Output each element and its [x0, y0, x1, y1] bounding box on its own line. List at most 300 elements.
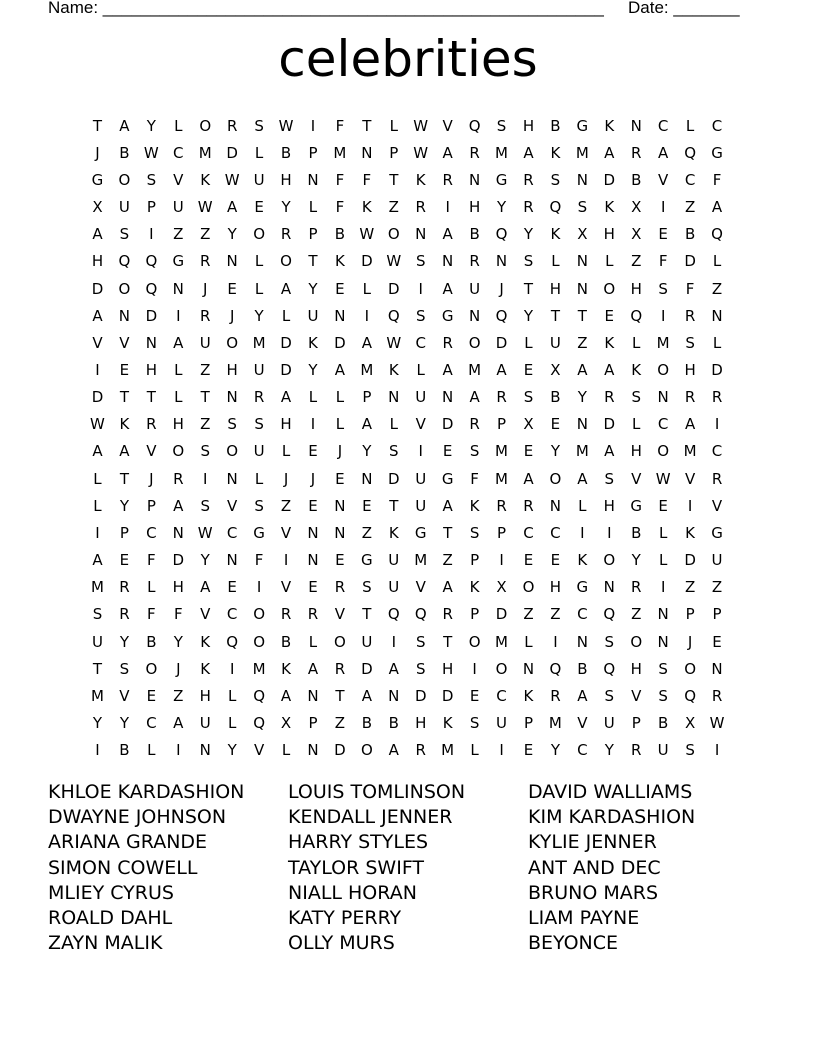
grid-letter: D	[172, 551, 185, 570]
grid-letter: D	[603, 415, 616, 434]
grid-letter: N	[415, 225, 427, 244]
grid-letter: H	[603, 225, 615, 244]
word-list-item: ROALD DAHL	[48, 907, 173, 930]
grid-letter: L	[147, 741, 156, 760]
grid-letter: L	[578, 496, 587, 515]
grid-letter: M	[333, 143, 347, 162]
grid-letter: Y	[550, 741, 560, 760]
grid-letter: K	[604, 116, 615, 135]
grid-letter: Z	[200, 225, 211, 244]
grid-letter: A	[92, 551, 103, 570]
grid-letter: I	[95, 523, 100, 542]
grid-letter: E	[550, 415, 561, 434]
grid-letter: H	[280, 415, 292, 434]
grid-letter: M	[198, 143, 212, 162]
grid-letter: S	[496, 116, 507, 135]
grid-letter: Y	[604, 741, 614, 760]
grid-letter: G	[172, 252, 185, 271]
grid-letter: A	[523, 143, 534, 162]
grid-letter: K	[550, 143, 561, 162]
grid-letter: I	[660, 306, 666, 325]
grid-letter: M	[575, 143, 589, 162]
grid-letter: B	[631, 523, 642, 542]
word-list-item: LOUIS TOMLINSON	[288, 780, 466, 803]
grid-letter: S	[200, 496, 210, 515]
grid-letter: A	[280, 686, 292, 705]
grid-letter: Q	[711, 225, 723, 244]
grid-letter: N	[226, 469, 238, 488]
grid-letter: F	[147, 551, 156, 570]
grid-letter: U	[603, 714, 615, 733]
grid-letter: E	[119, 551, 130, 570]
grid-letter: E	[308, 496, 318, 515]
grid-letter: Y	[227, 225, 237, 244]
grid-letter: O	[118, 170, 131, 189]
grid-letter: K	[281, 659, 291, 678]
grid-letter: H	[91, 252, 104, 271]
grid-letter: Z	[684, 578, 696, 597]
grid-letter: E	[712, 632, 722, 651]
grid-letter: K	[604, 198, 615, 217]
grid-letter: Q	[684, 143, 696, 162]
grid-letter: S	[415, 252, 426, 271]
grid-letter: R	[119, 605, 130, 624]
grid-letter: U	[549, 333, 561, 352]
grid-letter: M	[252, 659, 266, 678]
grid-letter: C	[523, 523, 534, 542]
grid-letter: Z	[334, 714, 346, 733]
grid-letter: G	[495, 170, 508, 189]
word-list-item: KIM KARDASHION	[528, 805, 696, 828]
grid-letter: B	[684, 225, 696, 244]
grid-letter: N	[226, 252, 238, 271]
grid-letter: M	[683, 442, 697, 461]
grid-letter: L	[712, 333, 722, 352]
grid-letter: S	[146, 170, 157, 189]
grid-letter: E	[658, 496, 668, 515]
grid-letter: V	[119, 686, 130, 705]
grid-letter: Q	[468, 116, 481, 135]
grid-letter: Q	[549, 659, 562, 678]
grid-letter: A	[119, 442, 130, 461]
grid-letter: R	[307, 605, 319, 624]
word-list-item: HARRY STYLES	[288, 831, 429, 854]
grid-letter: Z	[442, 551, 453, 570]
grid-letter: O	[253, 632, 265, 651]
grid-letter: F	[254, 551, 264, 570]
word-list-item: DAVID WALLIAMS	[528, 780, 693, 803]
grid-letter: W	[197, 523, 213, 542]
grid-letter: U	[711, 551, 723, 570]
grid-letter: O	[172, 442, 185, 461]
grid-letter: R	[442, 333, 453, 352]
grid-letter: Y	[523, 225, 534, 244]
grid-letter: B	[361, 714, 372, 733]
grid-letter: B	[280, 632, 292, 651]
grid-letter: U	[253, 170, 265, 189]
grid-letter: Y	[92, 714, 103, 733]
grid-letter: A	[334, 360, 346, 379]
word-list-item: ZAYN MALIK	[48, 932, 163, 955]
grid-letter: I	[660, 578, 666, 597]
grid-letter: N	[495, 252, 508, 271]
grid-letter: H	[442, 659, 454, 678]
grid-letter: Y	[119, 496, 129, 515]
grid-letter: R	[442, 605, 453, 624]
grid-letter: D	[414, 686, 427, 705]
grid-letter: M	[414, 551, 428, 570]
grid-letter: N	[576, 279, 588, 298]
grid-letter: Q	[630, 306, 643, 325]
grid-letter: X	[496, 578, 507, 597]
grid-letter: R	[334, 659, 346, 678]
grid-letter: I	[391, 632, 396, 651]
grid-letter: C	[146, 714, 157, 733]
grid-letter: A	[361, 686, 372, 705]
grid-letter: Z	[173, 225, 184, 244]
grid-letter: P	[119, 523, 129, 542]
grid-letter: R	[469, 415, 480, 434]
grid-letter: I	[310, 415, 316, 434]
grid-letter: S	[254, 415, 264, 434]
word-list-item: TAYLOR SWIFT	[288, 856, 425, 879]
grid-letter: C	[173, 143, 184, 162]
grid-letter: E	[254, 198, 264, 217]
grid-letter: Z	[200, 415, 211, 434]
grid-letter: T	[92, 116, 103, 135]
grid-letter: V	[684, 469, 696, 488]
grid-letter: W	[197, 198, 213, 217]
grid-letter: I	[149, 225, 154, 244]
grid-letter: V	[280, 578, 292, 597]
grid-letter: P	[146, 198, 156, 217]
grid-letter: V	[280, 523, 292, 542]
grid-letter: K	[308, 333, 318, 352]
grid-letter: I	[445, 198, 450, 217]
grid-letter: D	[684, 551, 696, 570]
grid-letter: A	[684, 415, 696, 434]
grid-letter: E	[442, 442, 453, 461]
grid-letter: F	[362, 170, 372, 189]
grid-letter: H	[630, 279, 642, 298]
grid-letter: E	[227, 279, 237, 298]
grid-letter: S	[604, 632, 615, 651]
grid-letter: D	[441, 686, 454, 705]
grid-letter: N	[468, 306, 481, 325]
grid-letter: N	[442, 252, 454, 271]
grid-letter: P	[362, 388, 372, 407]
grid-letter: M	[495, 469, 508, 488]
grid-letter: N	[576, 415, 588, 434]
grid-letter: Y	[308, 360, 318, 379]
grid-letter: U	[388, 578, 400, 597]
grid-letter: B	[577, 659, 588, 678]
grid-letter: Y	[496, 198, 507, 217]
grid-letter: O	[684, 659, 696, 678]
grid-letter: U	[469, 279, 481, 298]
grid-letter: B	[119, 143, 130, 162]
grid-letter: P	[308, 143, 318, 162]
grid-letter: Q	[603, 605, 616, 624]
grid-letter: Y	[119, 714, 129, 733]
grid-letter: A	[577, 686, 588, 705]
grid-letter: M	[90, 686, 104, 705]
grid-letter: J	[310, 469, 316, 488]
grid-letter: D	[711, 360, 723, 379]
grid-letter: R	[469, 252, 480, 271]
grid-letter: H	[630, 442, 642, 461]
date-line: Date: _______	[628, 0, 740, 17]
grid-letter: W	[655, 469, 671, 488]
grid-letter: X	[631, 198, 642, 217]
grid-letter: I	[283, 551, 289, 570]
grid-letter: V	[200, 605, 211, 624]
grid-letter: O	[226, 442, 239, 461]
grid-letter: O	[549, 469, 562, 488]
grid-letter: L	[93, 496, 102, 515]
grid-letter: G	[711, 143, 723, 162]
grid-letter: Y	[254, 306, 264, 325]
grid-letter: C	[657, 116, 669, 135]
grid-letter: Y	[200, 551, 210, 570]
grid-letter: R	[711, 686, 723, 705]
grid-letter: Z	[361, 523, 372, 542]
grid-letter: S	[469, 714, 480, 733]
grid-letter: L	[416, 360, 425, 379]
grid-letter: L	[335, 415, 345, 434]
grid-letter: U	[415, 469, 427, 488]
grid-letter: T	[550, 306, 560, 325]
grid-letter: T	[146, 388, 156, 407]
grid-letter: T	[443, 632, 453, 651]
grid-letter: E	[335, 279, 345, 298]
grid-letter: P	[389, 143, 399, 162]
grid-letter: S	[119, 225, 130, 244]
grid-letter: R	[146, 415, 157, 434]
grid-letter: Z	[280, 496, 292, 515]
grid-letter: O	[468, 632, 481, 651]
grid-letter: L	[658, 551, 668, 570]
grid-letter: E	[658, 225, 668, 244]
grid-letter: E	[227, 578, 237, 597]
grid-letter: F	[335, 170, 345, 189]
grid-letter: E	[335, 551, 345, 570]
grid-letter: A	[604, 442, 615, 461]
grid-letter: H	[145, 360, 157, 379]
grid-letter: F	[335, 198, 345, 217]
grid-letter: R	[280, 225, 292, 244]
grid-letter: L	[308, 388, 318, 407]
grid-letter: S	[415, 632, 426, 651]
grid-letter: O	[522, 578, 535, 597]
grid-letter: V	[577, 714, 588, 733]
grid-letter: D	[145, 306, 158, 325]
grid-letter: R	[200, 252, 211, 271]
grid-letter: A	[200, 578, 211, 597]
grid-letter: A	[496, 360, 507, 379]
grid-letter: B	[658, 714, 669, 733]
grid-letter: T	[362, 116, 372, 135]
grid-letter: G	[253, 523, 265, 542]
grid-letter: R	[604, 388, 615, 407]
grid-letter: A	[92, 442, 103, 461]
grid-letter: S	[685, 333, 695, 352]
grid-letter: R	[415, 198, 426, 217]
grid-letter: G	[576, 116, 589, 135]
grid-letter: I	[176, 741, 181, 760]
grid-letter: U	[415, 496, 427, 515]
grid-letter: B	[146, 632, 157, 651]
grid-letter: Q	[495, 225, 508, 244]
grid-letter: P	[712, 605, 722, 624]
word-list-item: KYLIE JENNER	[528, 831, 657, 854]
grid-letter: V	[442, 116, 453, 135]
grid-letter: E	[308, 578, 318, 597]
grid-letter: H	[522, 116, 535, 135]
grid-letter: S	[92, 605, 103, 624]
grid-letter: R	[550, 686, 561, 705]
grid-letter: R	[523, 496, 534, 515]
name-line: Name: _____________________________________________________	[48, 0, 604, 17]
grid-letter: S	[469, 523, 480, 542]
grid-letter: O	[630, 632, 643, 651]
letter-grid	[84, 112, 731, 764]
grid-letter: K	[200, 170, 211, 189]
grid-letter: C	[684, 170, 696, 189]
grid-letter: L	[524, 632, 533, 651]
grid-letter: Q	[495, 306, 508, 325]
grid-letter: H	[684, 360, 696, 379]
grid-letter: S	[523, 252, 534, 271]
grid-letter: M	[360, 360, 374, 379]
grid-letter: V	[658, 170, 669, 189]
grid-letter: X	[684, 714, 696, 733]
grid-letter: M	[495, 632, 508, 651]
grid-letter: D	[280, 360, 292, 379]
grid-letter: L	[281, 741, 291, 760]
grid-letter: N	[711, 659, 723, 678]
grid-letter: U	[415, 388, 427, 407]
grid-letter: T	[389, 170, 399, 189]
grid-letter: B	[334, 225, 346, 244]
grid-letter: Q	[253, 714, 265, 733]
grid-letter: K	[577, 551, 588, 570]
grid-letter: R	[684, 306, 696, 325]
grid-letter: R	[469, 143, 480, 162]
grid-letter: D	[361, 659, 373, 678]
grid-letter: O	[603, 279, 616, 298]
grid-letter: R	[684, 388, 696, 407]
grid-letter: A	[577, 360, 588, 379]
grid-letter: J	[283, 469, 289, 488]
grid-letter: N	[334, 496, 346, 515]
grid-letter: J	[687, 632, 693, 651]
grid-letter: P	[497, 523, 507, 542]
grid-letter: R	[253, 388, 265, 407]
grid-letter: Q	[549, 198, 562, 217]
grid-letter: N	[549, 496, 562, 515]
grid-letter: P	[470, 551, 480, 570]
page-title: celebrities	[278, 30, 538, 88]
grid-letter: I	[472, 659, 477, 678]
grid-letter: R	[711, 388, 723, 407]
grid-letter: I	[203, 469, 208, 488]
grid-letter: L	[227, 686, 237, 705]
grid-letter: R	[496, 496, 507, 515]
grid-letter: K	[388, 523, 399, 542]
grid-letter: L	[362, 279, 372, 298]
grid-letter: A	[388, 741, 399, 760]
grid-letter: K	[442, 714, 453, 733]
grid-letter: Z	[631, 252, 642, 271]
grid-letter: K	[361, 198, 372, 217]
grid-letter: D	[684, 252, 696, 271]
grid-letter: O	[280, 252, 292, 271]
grid-letter: F	[335, 116, 345, 135]
grid-letter: L	[470, 741, 479, 760]
grid-letter: M	[468, 360, 482, 379]
grid-letter: L	[308, 632, 318, 651]
grid-letter: Y	[631, 551, 641, 570]
grid-letter: W	[224, 170, 240, 189]
grid-letter: X	[92, 198, 103, 217]
grid-letter: Y	[146, 116, 156, 135]
grid-letter: S	[254, 496, 264, 515]
grid-letter: S	[415, 659, 426, 678]
grid-letter: C	[577, 741, 588, 760]
grid-letter: O	[657, 360, 670, 379]
grid-letter: S	[577, 198, 588, 217]
grid-letter: G	[414, 523, 427, 542]
word-list-item: KATY PERRY	[288, 907, 402, 930]
grid-letter: V	[227, 496, 238, 515]
grid-letter: N	[468, 170, 481, 189]
grid-letter: V	[173, 170, 184, 189]
grid-letter: A	[577, 469, 588, 488]
grid-letter: L	[632, 415, 641, 434]
grid-letter: A	[361, 415, 372, 434]
grid-letter: P	[308, 714, 318, 733]
grid-letter: J	[176, 659, 181, 678]
grid-letter: L	[605, 252, 614, 271]
grid-letter: A	[280, 388, 292, 407]
grid-letter: A	[92, 306, 103, 325]
grid-letter: P	[308, 225, 318, 244]
grid-letter: D	[388, 279, 400, 298]
grid-letter: Y	[308, 279, 318, 298]
grid-letter: K	[415, 170, 426, 189]
grid-letter: H	[280, 170, 292, 189]
grid-letter: F	[173, 605, 183, 624]
grid-letter: J	[149, 469, 154, 488]
grid-letter: C	[415, 333, 426, 352]
grid-letter: E	[308, 442, 318, 461]
grid-letter: U	[91, 632, 103, 651]
grid-letter: I	[418, 442, 423, 461]
grid-letter: A	[604, 360, 615, 379]
grid-letter: T	[119, 388, 129, 407]
grid-letter: W	[413, 116, 429, 135]
grid-letter: M	[441, 741, 455, 760]
grid-letter: O	[603, 551, 616, 570]
word-list-item: SIMON COWELL	[48, 856, 198, 879]
grid-letter: U	[172, 198, 184, 217]
grid-letter: H	[172, 578, 184, 597]
grid-letter: J	[499, 279, 504, 298]
grid-letter: C	[711, 116, 723, 135]
grid-letter: N	[603, 578, 615, 597]
grid-letter: W	[386, 252, 402, 271]
